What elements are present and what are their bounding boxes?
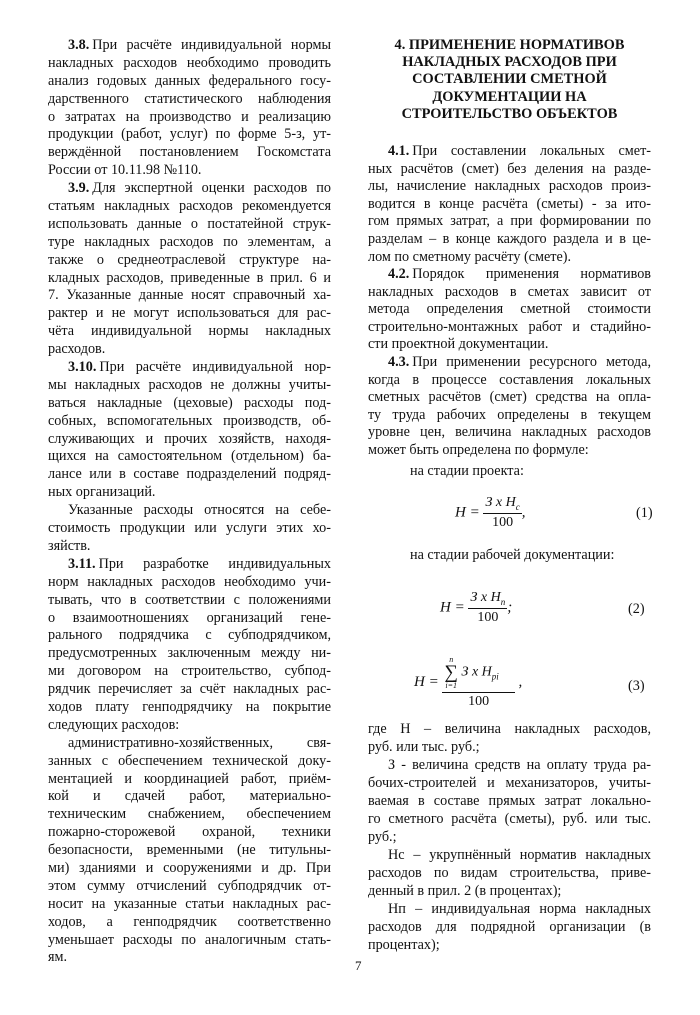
text-line [368,810,651,828]
line-text: Нп – индивидуальная норма накладных [388,901,651,917]
text-line [368,266,651,284]
text-line [48,699,331,717]
line-text: рядчик перечисляет за счёт накладных рас- [48,681,331,698]
line-text: бочих-строителей и механизаторов, учиты- [368,775,651,791]
text-line [368,442,651,460]
line-text: кой и сдачей работ, материально- [48,788,331,805]
line-text: Указанные расходы относятся на себе- [68,502,331,519]
formula-lhs: Н = [440,599,465,616]
paragraph-number: 4.2. [388,266,410,283]
text-line [48,949,331,967]
line-text: стоимость продукции или услуги этих хо- [48,520,331,537]
text-line [48,556,331,574]
denominator: 100 [468,694,490,709]
paragraph [368,354,651,460]
text-line [368,178,651,196]
paragraph [368,720,651,756]
subscript: п [500,596,506,607]
paragraph [48,359,331,502]
line-text: расходов для подрядной организации (в [368,919,651,935]
section-heading [368,37,651,123]
text-line [48,377,331,395]
formula-lhs: Н = [414,673,439,690]
paragraph [368,900,651,954]
line-text: может быть определена по формуле: [368,442,589,459]
sum-lower-limit: i=1 [445,681,458,690]
line-text: руб. или тыс. руб.; [368,739,480,755]
line-text: где Н – величина накладных расходов, [368,721,651,737]
formula-3 [414,655,522,710]
paragraph [368,846,651,900]
text-line [48,91,331,109]
text-line [368,738,651,756]
formula-1 [455,495,525,531]
text-line [368,389,651,407]
line-text: лом по сметному расчёту (смете). [368,248,572,265]
text-line [48,234,331,252]
paragraph [368,266,651,354]
line-text: Порядок применения нормативов [412,266,651,283]
line-text: щихся на самостоятельном (отдельном) ба- [48,448,331,465]
text-line [48,717,331,735]
numerator: З х Н [461,664,492,680]
text-line [48,610,331,628]
paragraph-number: 3.10. [68,359,97,376]
line-text: строительно-монтажных работ и стадийно- [368,318,651,335]
text-line [368,231,651,249]
text-line [368,196,651,214]
text-line [48,592,331,610]
fraction [442,655,514,710]
line-text: При расчёте индивидуальной нор- [99,359,331,376]
text-line [48,574,331,592]
line-text: лы, начисление накладных расходов произ- [368,178,651,195]
text-line [48,878,331,896]
denominator: 100 [477,609,499,625]
text-line [48,538,331,556]
line-text: верждённой постановлением Госкомстата [48,144,331,161]
line-text: ваемая в составе прямых затрат локально- [368,793,651,809]
text-line [368,792,651,810]
text-line [48,287,331,305]
heading-line: 4. ПРИМЕНЕНИЕ НОРМАТИВОВ [394,37,625,53]
text-line [48,198,331,216]
line-text: следующих расходов: [48,716,180,733]
punct: ; [507,599,513,616]
line-text: уровне цен, величина накладных расходов [368,424,651,441]
text-line [48,395,331,413]
line-text: При расчёте индивидуальной нормы [92,37,331,53]
line-text: анализ годовых данных федерального госу- [48,72,331,89]
paragraph [368,756,651,846]
line-text: ту труда рабочих определены в текущем [368,406,651,423]
sum-sign-icon: ∑ [444,662,459,683]
numerator: З х Н [470,590,501,605]
text-line [48,502,331,520]
line-text: зяйств. [48,537,91,554]
text-line [368,828,651,846]
punct: , [518,673,523,690]
line-text: собных, вспомогательных производств, об- [48,412,331,429]
line-text: кладных расходов, приведенные в прил. 6 и [48,269,331,286]
text-line [48,252,331,270]
line-text: сметных расчётов (смет) средства на опла- [368,389,651,406]
stage-working-label: на стадии рабочей документации: [410,547,615,563]
text-line [48,323,331,341]
page-number: 7 [355,958,362,973]
equation-number-3: (3) [628,678,645,694]
text-line [48,806,331,824]
text-line [48,413,331,431]
text-line [368,407,651,425]
line-text: метода определения сметной стоимости [368,301,651,318]
equation-number-2: (2) [628,601,645,617]
text-line [368,720,651,738]
text-line [368,774,651,792]
text-line [368,846,651,864]
line-text: занных с обеспечением технической доку- [48,752,331,769]
text-line [48,466,331,484]
text-line [368,319,651,337]
text-line [48,359,331,377]
paragraph [48,735,331,968]
line-text: носит на указанные статьи накладных рас- [48,895,331,912]
line-text: процентах); [368,937,440,953]
line-text: уменьшает расходы по аналогичным стать- [48,931,331,948]
formula-lhs: Н = [455,504,480,521]
summation [444,655,458,690]
text-line [48,270,331,288]
paragraph [48,180,331,359]
text-line [48,37,331,55]
line-text: туре накладных расходов по элементам, а [48,233,331,250]
line-text: норм накладных расходов необходимо учи- [48,573,331,590]
line-text: При разработке индивидуальных [98,555,331,572]
line-text: дарственного статистического наблюдения [48,90,331,107]
line-text: ваться накладные (цеховые) расходы под- [48,394,331,411]
text-line [48,735,331,753]
text-line [48,216,331,234]
heading-line: СОСТАВЛЕНИИ СМЕТНОЙ [412,71,607,88]
line-text: сти проектной документации. [368,336,549,353]
text-line [368,756,651,774]
text-line [48,771,331,789]
denominator: 100 [492,514,514,530]
paragraph-number: 3.9. [68,180,90,197]
text-line [48,520,331,538]
text-line [48,753,331,771]
paragraph [48,502,331,556]
text-line [48,914,331,932]
line-text: служивающих и прочих хозяйств, находя- [48,430,331,447]
text-line [368,936,651,954]
paragraph [48,556,331,735]
text-line [368,918,651,936]
paragraph-number: 3.11. [68,555,96,572]
line-text: расходов. [48,341,106,358]
line-text: 7. Указанные данные носят справочный ха- [48,287,331,304]
line-text: о взаимоотношениях организаций гене- [48,609,331,626]
text-line [368,249,651,267]
text-line [48,305,331,323]
line-text: Для экспертной оценки расходов по [92,180,331,197]
heading-line: ДОКУМЕНТАЦИИ НА [432,88,587,105]
text-line [48,341,331,359]
line-text: о затратах на производство и реализацию [48,108,331,125]
fraction [483,495,521,531]
text-line [48,681,331,699]
paragraph [48,37,331,180]
text-line [368,336,651,354]
subscript: pi [491,671,499,682]
text-line [48,144,331,162]
line-text: ных организаций. [48,484,156,501]
paragraph-number: 4.1. [388,142,410,159]
line-text: когда в процессе составления локальных [368,371,651,388]
line-text: накладных расходов необходимо проводить [48,54,331,71]
line-text: денный в прил. 2 (в процентах); [368,883,562,899]
text-line [48,73,331,91]
paragraph [368,143,651,266]
text-line [48,109,331,127]
text-line [48,842,331,860]
line-text: также о среднеотраслевой структуре на- [48,251,331,268]
text-line [48,162,331,180]
line-text: го сметного расчёта (сметы), руб. или тыс. [368,811,651,827]
line-text: техническим снабжением, обеспечением [48,806,331,823]
text-line [48,645,331,663]
line-text: ми договором на строительство, субпод- [48,663,331,680]
text-line [48,788,331,806]
numerator: З х Н [485,495,516,510]
text-line [48,932,331,950]
paragraph-number: 4.3. [388,354,410,371]
text-line [48,431,331,449]
line-text: При применении ресурсного метода, [412,354,651,371]
heading-line: НАКЛАДНЫХ РАСХОДОВ ПРИ [402,54,617,71]
line-text: Нс – укрупнённый норматив накладных [388,847,651,863]
subscript: c [515,501,520,512]
line-text: использовать данные о постатейной струк- [48,215,331,232]
line-text: административно-хозяйственных, свя- [68,734,331,751]
line-text: тывать, что в соответствии с положениями [48,591,331,608]
text-line [368,864,651,882]
line-text: продукции (работ, услуг) по форме 5-з, ут- [48,126,331,143]
text-line [368,372,651,390]
line-text: При составлении локальных смет- [412,142,651,159]
text-line [368,354,651,372]
text-line [48,448,331,466]
text-line [48,180,331,198]
text-line [368,143,651,161]
text-line [368,301,651,319]
line-text: ментацией и координацией работ, приём- [48,770,331,787]
line-text: накладных расходов в сметах зависит от [368,283,651,300]
line-text: предусмотренных заключенным между ни- [48,645,331,662]
line-text: руб.; [368,829,397,845]
line-text: ходов плату генподрядчику на покрытие [48,698,331,715]
right-paragraphs [368,143,651,460]
heading-line: СТРОИТЕЛЬСТВО ОБЪЕКТОВ [401,105,618,122]
stage-project-label: на стадии проекта: [410,463,524,479]
text-line [368,882,651,900]
line-text: ям. [48,949,68,966]
text-line [368,284,651,302]
line-text: рального подрядчика с субподрядчиком, [48,627,331,644]
line-text: безопасности, временными (не титульны- [48,842,331,859]
line-text: разделам – в конце каждого раздела и в це- [368,230,651,247]
punct: , [521,504,526,521]
formula-2 [440,590,512,626]
line-text: ных расчётов (смет) без деления на разде- [368,160,651,177]
line-text: чёта индивидуальной нормы накладных [48,323,331,340]
line-text: лансе или в составе подразделений подряд- [48,466,331,483]
line-text: расходов по видам строительства, приве- [368,865,651,881]
line-text: статьям накладных расходов рекомендуется [48,198,331,215]
line-text: мы накладных расходов не должны учиты- [48,376,331,393]
sum-upper-limit: n [449,655,454,664]
line-text: водится в конце расчёта (сметы) - за ито- [368,195,651,212]
text-line [368,424,651,442]
text-line [48,484,331,502]
line-text: гом прямых затрат, а при формировании по [368,213,651,230]
line-text: ходов, а генподрядчик соответственно [48,913,331,930]
text-line [368,900,651,918]
text-line [48,860,331,878]
variable-definitions [368,720,651,954]
line-text: З - величина средств на оплату труда ра- [388,757,651,773]
text-line [48,627,331,645]
equation-number-1: (1) [636,505,653,521]
left-column [48,37,331,967]
text-line [368,161,651,179]
line-text: пожарно-сторожевой охраной, техники [48,824,331,841]
fraction [468,590,507,626]
paragraph-number: 3.8. [68,37,90,53]
text-line [48,896,331,914]
text-line [368,213,651,231]
right-column [368,37,651,460]
line-text: рактер и не могут использоваться для рас- [48,305,331,322]
line-text: этом сумму отчислений субподрядчик от- [48,877,331,894]
line-text: России от 10.11.98 №110. [48,162,202,179]
line-text: ми) зданиями и сооружениями и др. При [48,859,331,876]
text-line [48,55,331,73]
text-line [48,663,331,681]
text-line [48,824,331,842]
text-line [48,126,331,144]
